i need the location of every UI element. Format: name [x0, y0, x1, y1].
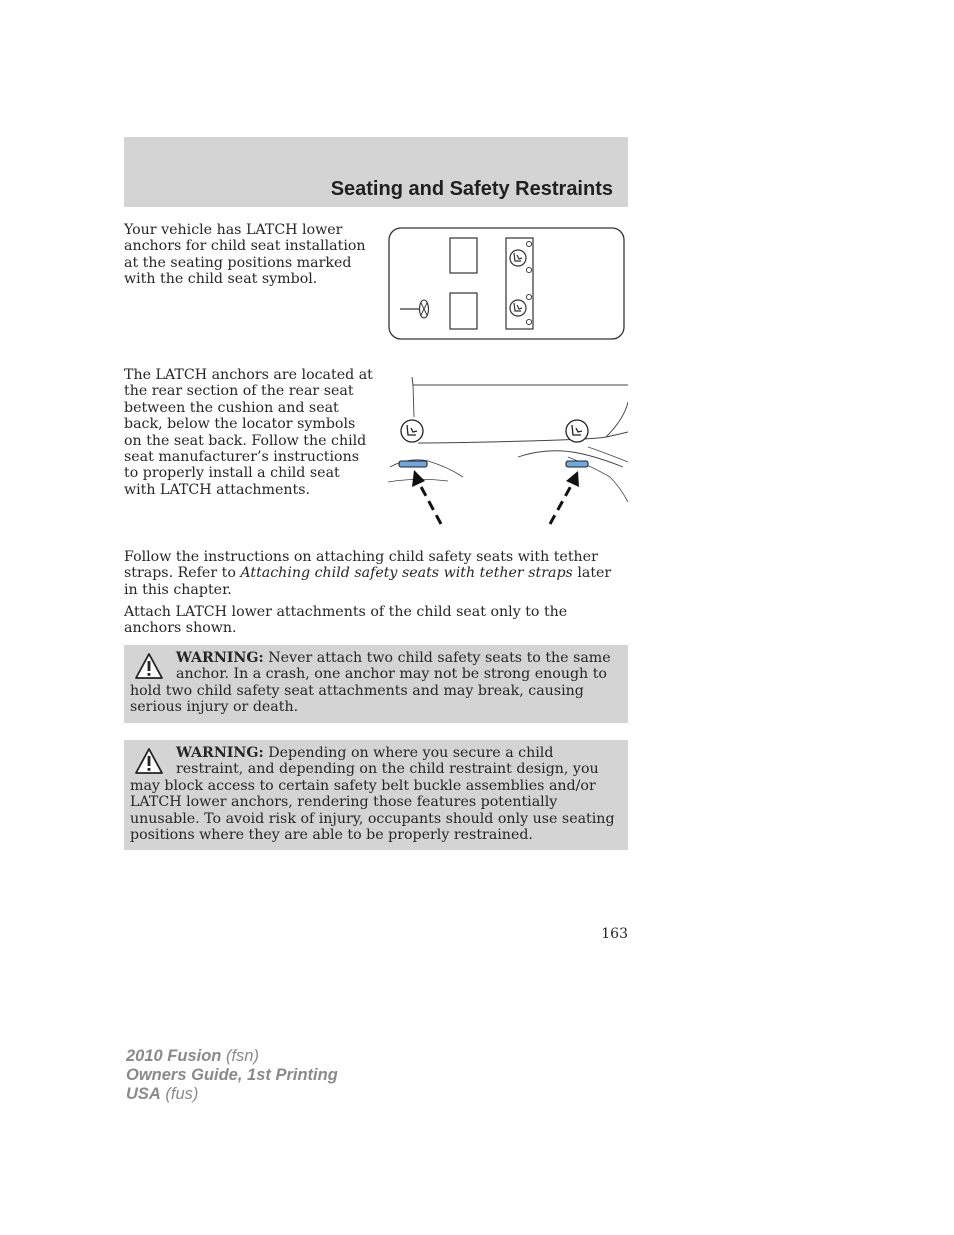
footer-model-code: (fsn) [221, 1047, 259, 1065]
footer-line-guide [126, 1066, 338, 1085]
footer-model: 2010 Fusion [126, 1047, 222, 1065]
warning-box [124, 645, 628, 723]
latch-anchor-right [566, 461, 588, 467]
latch-location-paragraph: The LATCH anchors are located at the rear section of the rear seat between the cushion and seat back, below the locator symbols on the seat back. Follow the child seat manufacturer’s instructions to properly install a child seat with LATCH attachments. [124, 367, 373, 498]
seating-position-diagram [388, 227, 626, 341]
footer-market-code: (fus) [160, 1085, 199, 1103]
latch-intro-paragraph: Your vehicle has LATCH lower anchors for child seat installation at the seating positions marked with the child seat symbol. [124, 222, 366, 288]
tether-reference-paragraph [124, 549, 628, 598]
tether-section-reference: Attaching child safety seats with tether straps [240, 565, 573, 582]
section-title: Seating and Safety Restraints [330, 178, 613, 200]
warning-box [124, 740, 628, 850]
warning-label: WARNING: [176, 745, 264, 761]
anchor-point [526, 319, 531, 324]
footer-line-model [126, 1047, 338, 1066]
pointer-arrow-right [550, 484, 572, 524]
child-seat-locator-left [401, 420, 423, 442]
footer-guide: Owners Guide, 1st Printing [126, 1066, 338, 1084]
tether-text-after: later in this chapter. [124, 565, 612, 598]
seat-back-top-line [412, 377, 628, 385]
front-seat-lower [450, 293, 477, 329]
latch-anchor-left [399, 461, 427, 467]
anchor-point [526, 241, 531, 246]
child-seat-symbol-lower [510, 300, 526, 316]
warning-label: WARNING: [176, 650, 264, 666]
anchor-point [526, 294, 531, 299]
front-seat-upper [450, 238, 477, 273]
attach-latch-paragraph: Attach LATCH lower attachments of the child seat only to the anchors shown. [124, 604, 568, 637]
footer-market: USA [126, 1085, 161, 1103]
warning-text: Depending on where you secure a child restraint, and depending on the child restraint design, you may block access to certain safety belt buckle assemblies and/or LATCH lower anchors, rendering those features potentially unusable. To avoid risk of injury, occupants should only use seating positions where they are able to be properly restrained. [130, 745, 615, 844]
section-header-band [124, 137, 628, 207]
pointer-arrow-left [419, 483, 441, 524]
warning-text: Never attach two child safety seats to the same anchor. In a crash, one anchor may not be strong enough to hold two child safety seat attachments and may break, causing serious injury or death. [130, 650, 611, 716]
anchor-point [526, 267, 531, 272]
tether-text-before: Follow the instructions on attaching child safety seats with tether straps. Refer to [124, 549, 598, 582]
page-number: 163 [601, 926, 628, 942]
child-seat-symbol-upper [510, 250, 526, 266]
footer-line-market [126, 1085, 338, 1104]
child-seat-locator-right [566, 420, 588, 442]
warning-triangle-icon [134, 747, 164, 775]
warning-triangle-icon [134, 652, 164, 680]
document-footer [126, 1047, 338, 1104]
seat-crease-line [418, 432, 628, 443]
latch-anchor-illustration [388, 377, 628, 527]
